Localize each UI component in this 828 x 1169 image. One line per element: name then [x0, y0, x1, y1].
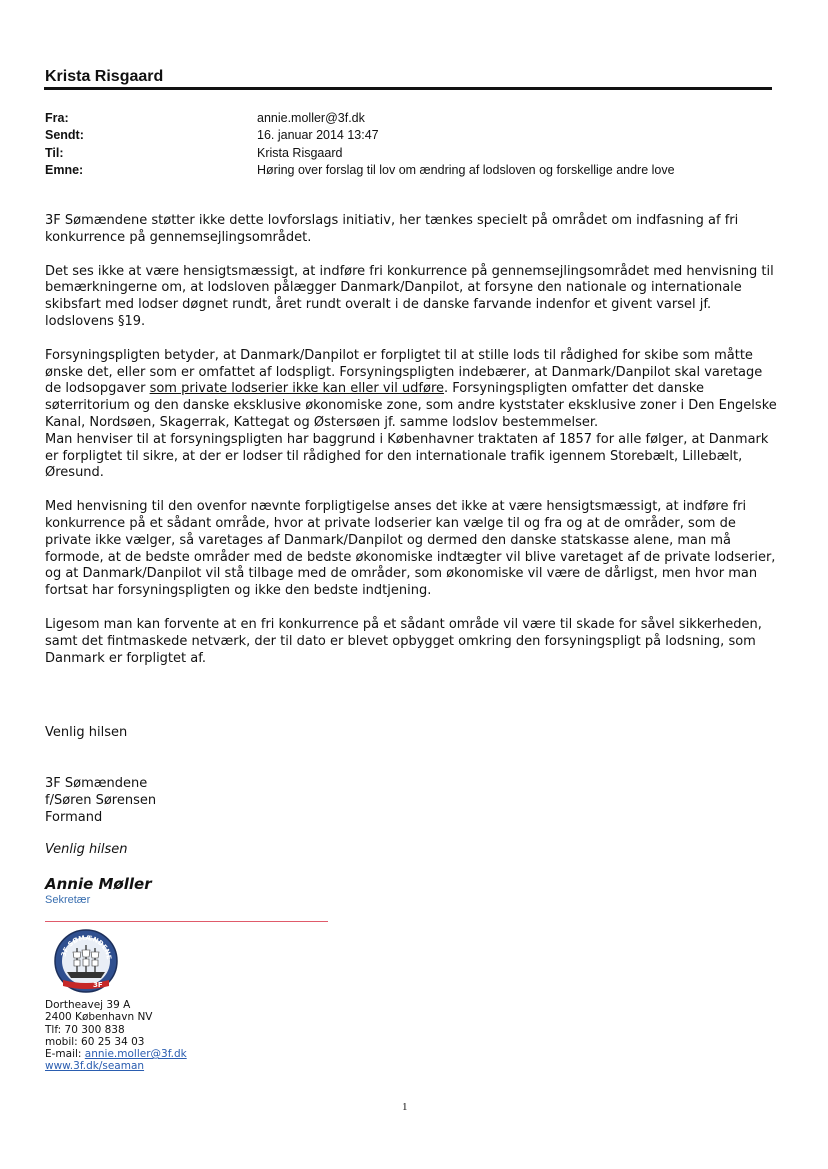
- email-line: [45, 1048, 187, 1060]
- paragraph-6: Ligesom man kan forvente at en fri konkurrence på et sådant område vil være til skade for såvel sikkerheden, samt det fintmaskede netværk, der til dato er blevet opbygget omkring den forsyningspligt på lodsning, som Danmark er forpligtet af.: [45, 616, 762, 666]
- signature-title: Sekretær: [45, 894, 91, 906]
- contact-block: [45, 999, 187, 1073]
- closing-org: 3F Sømændene: [45, 776, 148, 791]
- signature-name: Annie Møller: [45, 875, 152, 893]
- email-link[interactable]: annie.moller@3f.dk: [84, 1048, 187, 1061]
- paragraph-3: [45, 348, 780, 432]
- to-label: Til:: [45, 146, 64, 160]
- website-link[interactable]: www.3f.dk/seaman: [45, 1060, 145, 1073]
- mobile-number: mobil: 60 25 34 03: [45, 1035, 145, 1048]
- closing-greeting: Venlig hilsen: [45, 725, 128, 740]
- logo-ring-text: 3F SØMÆNDENE: [59, 933, 113, 961]
- paragraph-1: 3F Sømændene støtter ikke dette lovforslags initiativ, her tænkes specielt på området om indfasning af fri konkurrence på gennemsejlingsområdet.: [45, 213, 739, 245]
- subject-value: Høring over forslag til lov om ændring af lodsloven og forskellige andre love: [257, 163, 675, 177]
- paragraph-2: Det ses ikke at være hensigtsmæssigt, at indføre fri konkurrence på gennemsejlingsområdet med henvisning til bemærkningerne om, at lodsloven pålægger Danmark/Danpilot, at forsyne den nationale og internationale skibsfart med lodser døgnet rundt, året rundt overalt i de danske farvande indenfor et givent varsel jf. lodslovens §19.: [45, 263, 774, 329]
- sender-name: Krista Risgaard: [45, 68, 164, 85]
- closing-greeting-2: Venlig hilsen: [45, 842, 128, 857]
- paragraph-4: Man henviser til at forsyningspligten har baggrund i Københavner traktaten af 1857 for alle følger, at Danmark er forpligtet til sikre, at der er lodser til rådighed for den internationale trafik igennem Storebælt, Lillebælt, Øresund.: [45, 431, 769, 481]
- closing-signer: f/Søren Sørensen: [45, 793, 157, 808]
- signature-rule: [45, 921, 328, 922]
- paragraph-3-start: Forsyningspligten betyder, at Danmark/Danpilot er forpligtet til at stille lods til rådighed for skibe som måtte ønske det, eller som er omfattet af lodspligt. Forsyningspligten indebærer, at Danmark/Danpilot skal varetage de lodsopgaver: [45, 347, 763, 397]
- sailing-ship-logo-icon: [53, 928, 119, 994]
- letter-body: [45, 213, 780, 684]
- from-label: Fra:: [45, 111, 69, 125]
- phone-number: Tlf: 70 300 838: [45, 1023, 125, 1036]
- address-city: 2400 København NV: [45, 1011, 153, 1024]
- sent-label: Sendt:: [45, 128, 84, 142]
- to-value: Krista Risgaard: [257, 146, 343, 160]
- page-number: 1: [402, 1101, 408, 1113]
- paragraph-5: Med henvisning til den ovenfor nævnte forpligtigelse anses det ikke at være hensigtsmæssigt, at indføre fri konkurrence på et sådant område, hvor at private lodserier kan vælge til og fra og at de områder, som de private ikke vælger, så varetages af Danmark/Danpilot og dermed den danske statskasse alene, man må formode, at de bedste områder med de bedste økonomiske indtægter vil blive varetaget af de private lodserier, og at Danmark/Danpilot vil stå tilbage med de områder, som økonomiske vil være de dårligst, men hvor man fortsat har forsyningspligten og ikke den bedste indtjening.: [45, 499, 776, 599]
- email-label: E-mail:: [45, 1048, 85, 1061]
- closing-role: Formand: [45, 810, 103, 825]
- paragraph-3-end: . Forsyningspligten omfatter det danske søterritorium og den danske eksklusive økonomiske zone, som andre kyststater eksklusive zoner i Den Engelske Kanal, Nordsøen, Skagerrak, Kattegat og Østersøen jf. samme lodslov bestemmelser.: [45, 381, 777, 430]
- logo-mark-text: 3F: [93, 981, 103, 989]
- subject-label: Emne:: [45, 163, 84, 177]
- from-value: annie.moller@3f.dk: [257, 111, 365, 125]
- address-street: Dortheavej 39 A: [45, 999, 131, 1011]
- header-rule: [44, 87, 772, 90]
- paragraph-3-underlined: som private lodserier ikke kan eller vil udføre: [149, 381, 445, 397]
- sent-value: 16. januar 2014 13:47: [257, 128, 379, 142]
